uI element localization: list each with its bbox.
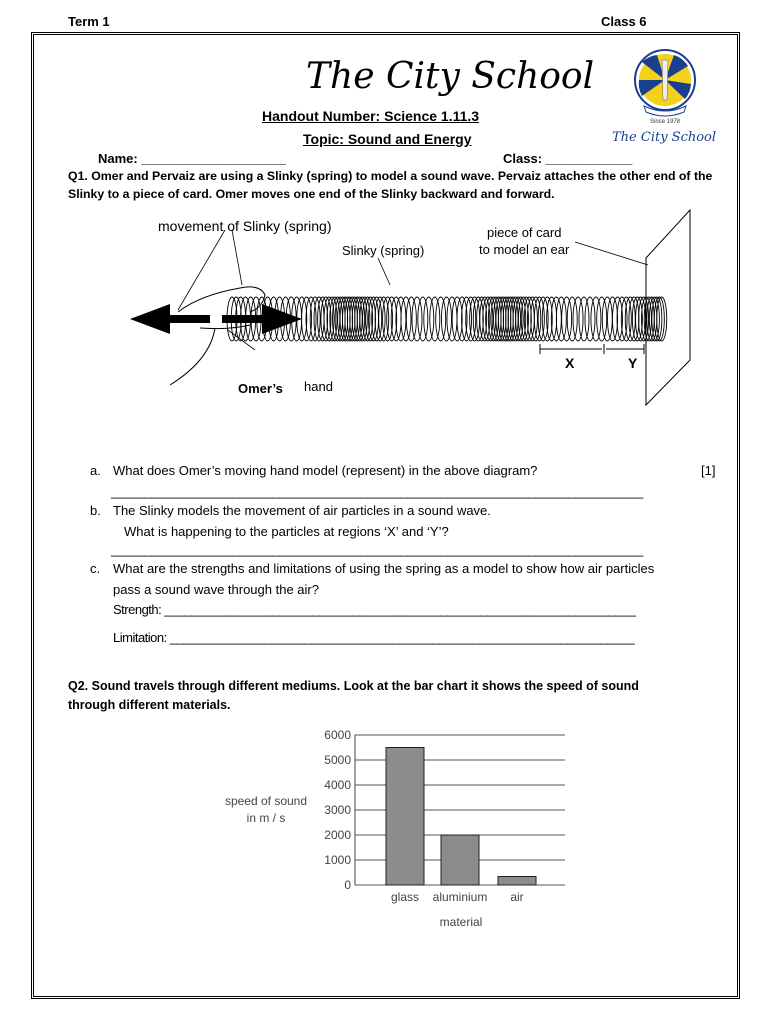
school-title: The City School — [306, 56, 595, 97]
label-hand-1: Omer’s — [238, 381, 283, 396]
q1c-text-1: What are the strengths and limitations of using the spring as a model to show how air particles — [113, 561, 655, 576]
q1a-marks: [1] — [701, 463, 716, 478]
q1b-text-1: The Slinky models the movement of air particles in a sound wave. — [113, 503, 491, 518]
y-tick-label: 0 — [344, 878, 351, 892]
q1b-text-2: What is happening to the particles at regions ‘X’ and ‘Y’? — [124, 524, 449, 539]
y-tick-label: 2000 — [324, 828, 351, 842]
x-axis-label: material — [439, 915, 483, 929]
class-field[interactable]: Class: ____________ — [503, 151, 633, 166]
y-axis-label-1: speed of sound — [224, 794, 308, 808]
q1-text-line2: Slinky to a piece of card. Omer moves one end of the Slinky backward and forward. — [68, 187, 555, 201]
bar-air — [498, 877, 536, 886]
x-tick-label: aluminium — [432, 890, 488, 904]
logo-name: The City School — [612, 130, 717, 145]
q1c-letter: c. — [90, 561, 101, 576]
label-hand-2: hand — [304, 379, 333, 394]
label-card-2: to model an ear — [479, 242, 570, 257]
y-axis-label-2: in m / s — [246, 811, 286, 825]
label-x: X — [565, 355, 575, 371]
bar-glass — [386, 748, 424, 886]
x-tick-label: air — [510, 890, 524, 904]
y-tick-label: 4000 — [324, 778, 351, 792]
logo-since: Since 1978 — [650, 119, 681, 125]
y-tick-label: 5000 — [324, 753, 351, 767]
q1a-answer-line[interactable]: _______________________________________________________________________________ — [111, 484, 643, 499]
q1a-text: What does Omer’s moving hand model (represent) in the above diagram? — [113, 463, 538, 478]
class-label: Class 6 — [601, 14, 647, 29]
y-tick-label: 1000 — [324, 853, 351, 867]
handout-number: Handout Number: Science 1.11.3 — [262, 108, 480, 124]
y-tick-label: 3000 — [324, 803, 351, 817]
bar-aluminium — [441, 835, 479, 885]
q1a-letter: a. — [90, 463, 101, 478]
q2-text-line1: Q2. Sound travels through different mediums. Look at the bar chart it shows the speed of sound — [68, 679, 639, 693]
q1b-letter: b. — [90, 503, 101, 518]
handout-topic: Topic: Sound and Energy — [303, 131, 472, 147]
limitation-field[interactable]: Limitation: _____________________________________________________________________ — [113, 630, 635, 645]
q1c-text-2: pass a sound wave through the air? — [113, 582, 319, 597]
q2-text-line2: through different materials. — [68, 698, 231, 712]
label-card-1: piece of card — [487, 225, 562, 240]
label-movement: movement of Slinky (spring) — [158, 218, 332, 234]
y-tick-label: 6000 — [324, 728, 351, 742]
term-label: Term 1 — [68, 14, 110, 29]
label-slinky: Slinky (spring) — [342, 243, 425, 258]
strength-field[interactable]: Strength: ______________________________________________________________________ — [113, 602, 636, 617]
q1b-answer-line[interactable]: _______________________________________________________________________________ — [111, 542, 643, 557]
x-tick-label: glass — [390, 890, 420, 904]
name-field[interactable]: Name: ____________________ — [98, 151, 286, 166]
q1-text-line1: Q1. Omer and Pervaiz are using a Slinky (spring) to model a sound wave. Pervaiz attaches the other end of the — [68, 169, 713, 183]
label-y: Y — [628, 355, 638, 371]
